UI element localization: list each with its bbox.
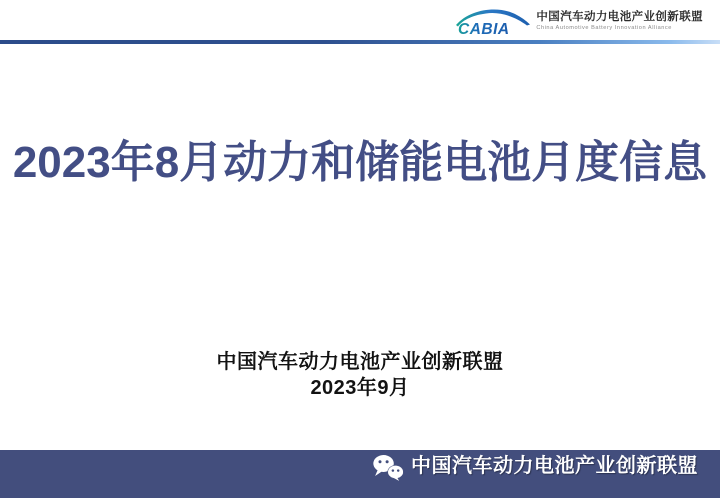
byline-org: 中国汽车动力电池产业创新联盟 — [216, 351, 504, 373]
wechat-icon — [372, 454, 404, 481]
logo-wordmark: CABIA — [458, 21, 510, 37]
header-divider — [0, 40, 720, 44]
org-names — [536, 10, 703, 32]
logo-group — [453, 5, 703, 37]
org-name-en: China Automotive Battery Innovation Alliance — [536, 25, 672, 31]
header — [0, 0, 720, 40]
org-name-cn: 中国汽车动力电池产业创新联盟 — [536, 11, 703, 23]
byline — [0, 349, 720, 401]
slide-title: 2023年8月动力和储能电池月度信息 — [12, 138, 708, 187]
footer-org: 中国汽车动力电池产业创新联盟 — [411, 455, 698, 477]
footer-bar — [0, 450, 720, 498]
cabia-logo-icon — [453, 5, 531, 37]
byline-date: 2023年9月 — [310, 377, 410, 399]
